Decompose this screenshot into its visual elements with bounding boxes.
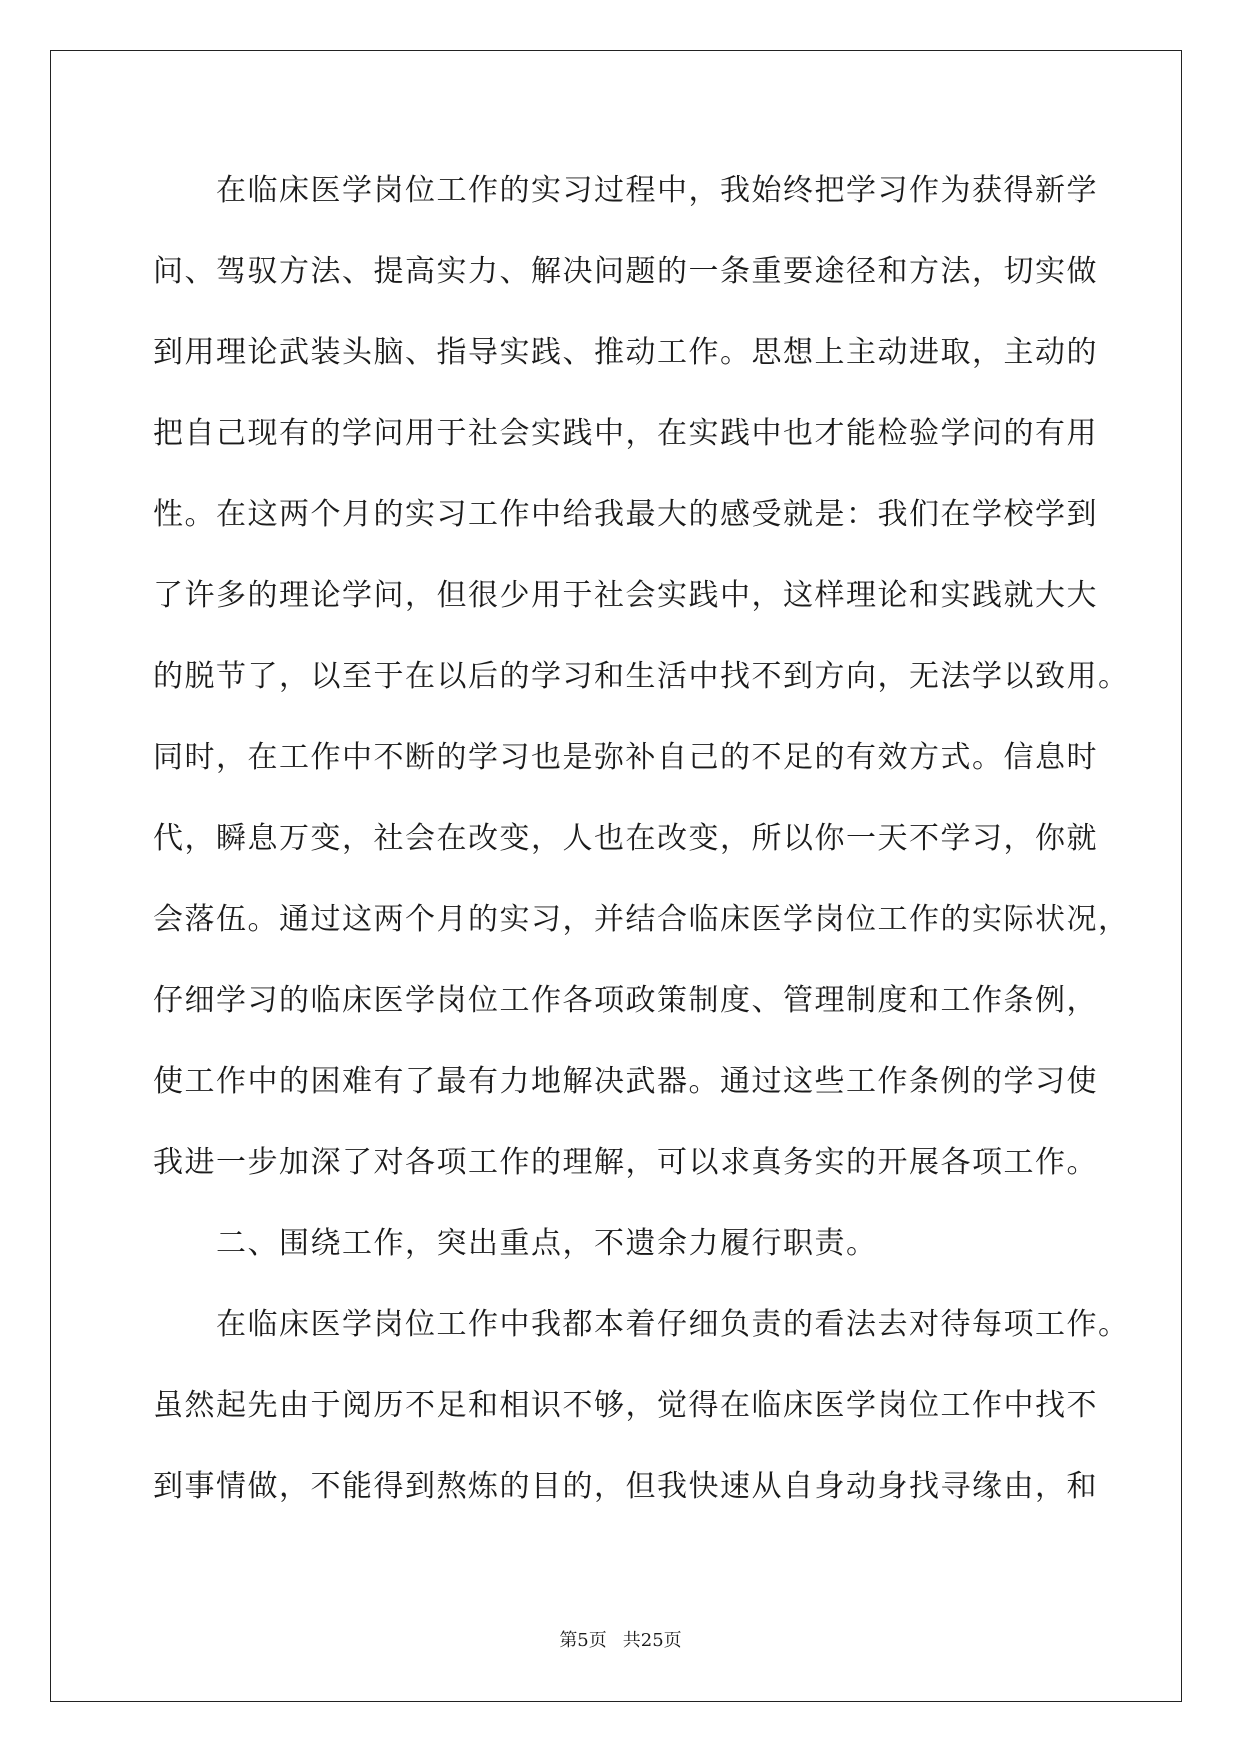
text-line: 在临床医学岗位工作中我都本着仔细负责的看法去对待每项工作。 [153, 1307, 1130, 1342]
page-footer [0, 1626, 1241, 1652]
section-heading: 二、围绕工作，突出重点，不遗余力履行职责。 [153, 1226, 878, 1261]
text-line: 在临床医学岗位工作的实习过程中，我始终把学习作为获得新学 [153, 173, 1098, 208]
text-line: 到用理论武装头脑、指导实践、推动工作。思想上主动进取，主动的 [153, 335, 1098, 370]
page-total: 共25页 [622, 1630, 682, 1651]
text-line: 的脱节了，以至于在以后的学习和生活中找不到方向，无法学以致用。 [153, 659, 1130, 694]
text-line: 到事情做，不能得到熬炼的目的，但我快速从自身动身找寻缘由，和 [153, 1469, 1098, 1504]
text-line: 代，瞬息万变，社会在改变，人也在改变，所以你一天不学习，你就 [153, 821, 1098, 856]
text-line: 我进一步加深了对各项工作的理解，可以求真务实的开展各项工作。 [153, 1145, 1098, 1180]
text-line: 仔细学习的临床医学岗位工作各项政策制度、管理制度和工作条例， [153, 983, 1098, 1018]
document-body [153, 150, 1130, 1527]
page-number: 第5页 [559, 1630, 607, 1651]
text-line: 同时，在工作中不断的学习也是弥补自己的不足的有效方式。信息时 [153, 740, 1098, 775]
text-line: 虽然起先由于阅历不足和相识不够，觉得在临床医学岗位工作中找不 [153, 1388, 1098, 1423]
text-line: 会落伍。通过这两个月的实习，并结合临床医学岗位工作的实际状况， [153, 902, 1130, 937]
text-line: 问、驾驭方法、提高实力、解决问题的一条重要途径和方法，切实做 [153, 254, 1098, 289]
text-line: 使工作中的困难有了最有力地解决武器。通过这些工作条例的学习使 [153, 1064, 1098, 1099]
text-line: 把自己现有的学问用于社会实践中，在实践中也才能检验学问的有用 [153, 416, 1098, 451]
text-line: 了许多的理论学问，但很少用于社会实践中，这样理论和实践就大大 [153, 578, 1098, 613]
text-line: 性。在这两个月的实习工作中给我最大的感受就是：我们在学校学到 [153, 497, 1098, 532]
